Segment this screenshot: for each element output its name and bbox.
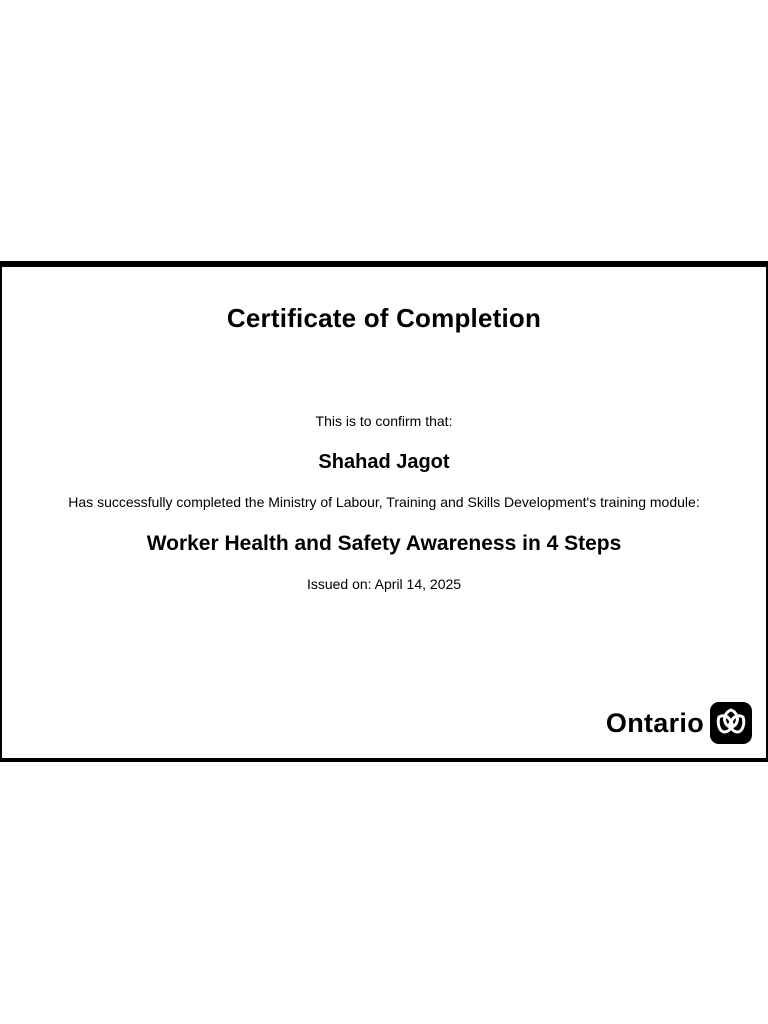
certificate — [0, 261, 768, 762]
ontario-trillium-icon — [710, 702, 752, 744]
completion-line: Has successfully completed the Ministry of Labour, Training and Skills Development's training module: — [68, 494, 700, 510]
module-name: Worker Health and Safety Awareness in 4 Steps — [146, 532, 622, 555]
ontario-logo — [606, 702, 752, 744]
issued-date: Issued on: April 14, 2025 — [306, 576, 462, 592]
recipient-name: Shahad Jagot — [318, 451, 450, 473]
ontario-wordmark: Ontario — [605, 707, 704, 738]
certificate-title: Certificate of Completion — [226, 303, 542, 333]
confirm-line: This is to confirm that: — [315, 413, 453, 429]
